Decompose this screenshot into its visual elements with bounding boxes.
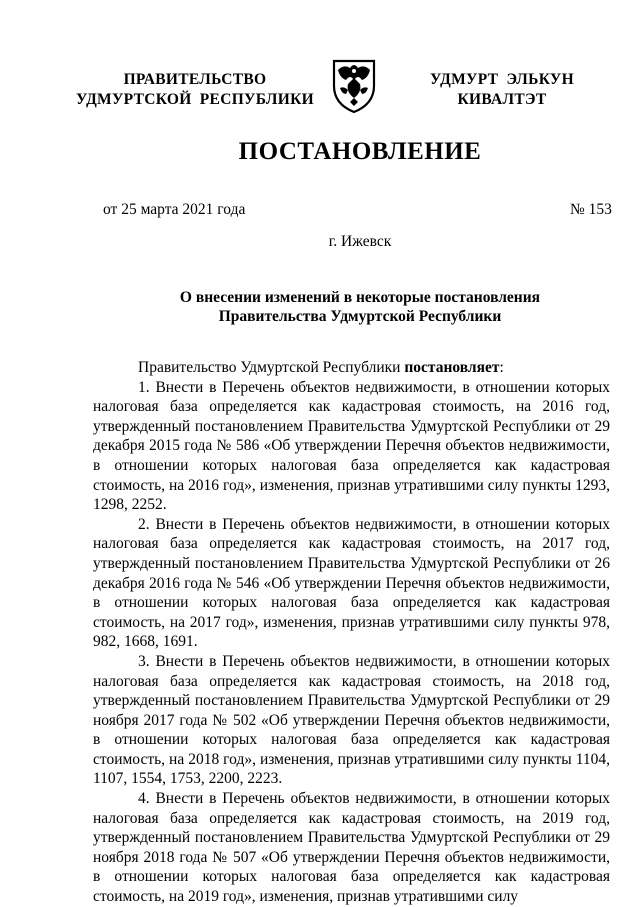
subject-line2: Правительства Удмуртской Республики <box>218 308 502 325</box>
header-right-line1: УДМУРТ ЭЛЬКУН <box>430 71 574 88</box>
intro-paragraph <box>93 358 610 378</box>
paragraph-3: 3. Внести в Перечень объектов недвижимости, в отношении которых налоговая база определяется как кадастровая стоимость, на 2018 год, утвержденный постановлением Правительства Удмуртской Республики от 29 ноября 2017 года № 502 «Об утверждении Перечня объектов недвижимости, в отношении которых налоговая база определяется как кадастровая стоимость, на 2018 год», изменения, признав утратившими силу пункты 1104, 1107, 1554, 1753, 2200, 2223. <box>93 652 610 788</box>
intro-end: : <box>499 359 504 376</box>
paragraph-4: 4. Внести в Перечень объектов недвижимости, в отношении которых налоговая база определяется как кадастровая стоимость, на 2019 год, утвержденный постановлением Правительства Удмуртской Республики от 29 ноября 2018 года № 507 «Об утверждении Перечня объектов недвижимости, в отношении которых налоговая база определяется как кадастровая стоимость, на 2019 год», изменения, признав утратившими силу <box>93 790 610 906</box>
document-number: № 153 <box>570 201 612 218</box>
paragraph-2: 2. Внести в Перечень объектов недвижимости, в отношении которых налоговая база определяется как кадастровая стоимость, на 2017 год, утвержденный постановлением Правительства Удмуртской Республики от 26 декабря 2016 года № 546 «Об утверждении Перечня объектов недвижимости, в отношении которых налоговая база определяется как кадастровая стоимость, на 2017 год», изменения, признав утратившими силу пункты 978, 982, 1668, 1691. <box>93 515 610 651</box>
udmurt-coat-of-arms-icon <box>330 58 378 114</box>
header-left-line1: ПРАВИТЕЛЬСТВО <box>123 71 267 88</box>
document-title: ПОСТАНОВЛЕНИЕ <box>238 138 482 165</box>
document-subject <box>0 288 640 326</box>
header-right <box>404 70 600 110</box>
header-right-line2: КИВАЛТЭТ <box>457 91 547 108</box>
document-date: от 25 марта 2021 года <box>103 201 246 218</box>
subject-line1: О внесении изменений в некоторые постановления <box>179 289 541 306</box>
header-left <box>60 70 330 110</box>
intro-text: Правительство Удмуртской Республики <box>138 359 405 376</box>
header-left-line2: УДМУРТСКОЙ РЕСПУБЛИКИ <box>75 91 314 108</box>
document-city: г. Ижевск <box>328 233 392 250</box>
intro-bold: постановляет <box>404 359 500 376</box>
document-body <box>93 358 610 907</box>
paragraph-1: 1. Внести в Перечень объектов недвижимости, в отношении которых налоговая база определяется как кадастровая стоимость, на 2016 год, утвержденный постановлением Правительства Удмуртской Республики от 29 декабря 2015 года № 586 «Об утверждении Перечня объектов недвижимости, в отношении которых налоговая база определяется как кадастровая стоимость, на 2016 год», изменения, признав утратившими силу пункты 1293, 1298, 2252. <box>93 378 610 514</box>
